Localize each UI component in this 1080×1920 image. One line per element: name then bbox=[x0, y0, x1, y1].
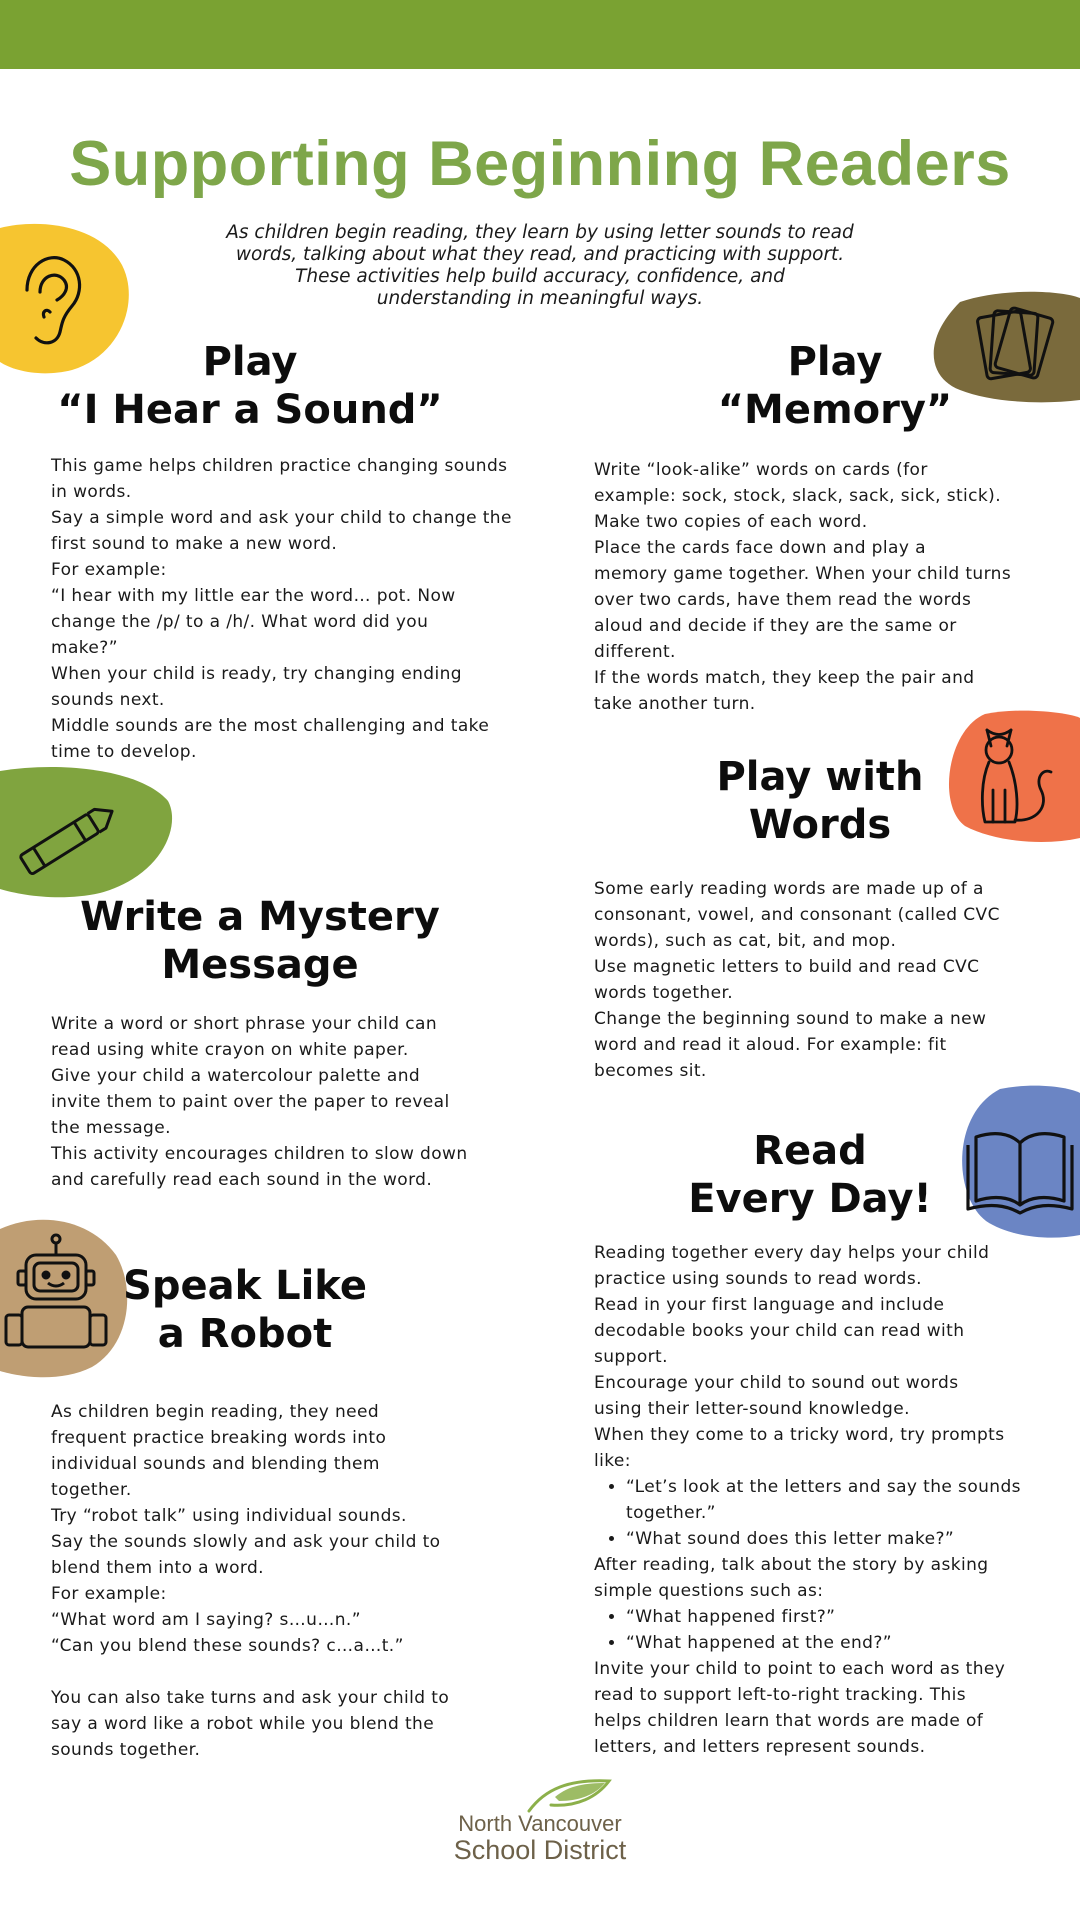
text-line: Reading together every day helps your child bbox=[594, 1243, 990, 1263]
text-line: together. bbox=[51, 1480, 132, 1500]
text-line: frequent practice breaking words into bbox=[51, 1428, 387, 1448]
text-line: over two cards, have them read the words bbox=[594, 590, 972, 610]
text-line: aloud and decide if they are the same or bbox=[594, 616, 957, 636]
intro-line: As children begin reading, they learn by using letter sounds to read bbox=[226, 222, 854, 243]
text-line: words together. bbox=[594, 983, 734, 1003]
text-line: read using white crayon on white paper. bbox=[51, 1040, 409, 1060]
text-line: sounds next. bbox=[51, 690, 165, 710]
heading-memory: Play “Memory” bbox=[717, 339, 953, 433]
text-line: simple questions such as: bbox=[594, 1581, 824, 1601]
intro-line: words, talking about what they read, and practicing with support. bbox=[235, 244, 845, 265]
text-line: This game helps children practice changing sounds bbox=[51, 456, 508, 476]
book-blob bbox=[950, 1085, 1080, 1240]
text-line: When they come to a tricky word, try prompts bbox=[594, 1425, 1005, 1445]
body-memory bbox=[594, 457, 1074, 717]
text-line: different. bbox=[594, 642, 676, 662]
text-line: practice using sounds to read words. bbox=[594, 1269, 922, 1289]
text-line: Say the sounds slowly and ask your child to bbox=[51, 1532, 441, 1552]
text-line: words), such as cat, bit, and mop. bbox=[594, 931, 897, 951]
text-line: using their letter-sound knowledge. bbox=[594, 1399, 910, 1419]
text-line: Some early reading words are made up of a bbox=[594, 879, 984, 899]
text-line: Use magnetic letters to build and read CVC bbox=[594, 957, 980, 977]
text-line: Write “look-alike” words on cards (for bbox=[594, 460, 928, 480]
text-line: If the words match, they keep the pair and bbox=[594, 668, 975, 688]
heading-mystery-message: Write a Mystery Message bbox=[80, 894, 440, 988]
heading-hear-sound: Play “I Hear a Sound” bbox=[57, 339, 443, 433]
text-line: blend them into a word. bbox=[51, 1558, 264, 1578]
text-line: take another turn. bbox=[594, 694, 756, 714]
cat-blob bbox=[945, 710, 1080, 845]
text-line: “Can you blend these sounds? c…a…t.” bbox=[51, 1636, 404, 1656]
body-read-every-day bbox=[594, 1240, 1074, 1760]
crayon-blob bbox=[0, 765, 175, 900]
text-line: letters, and letters represent sounds. bbox=[594, 1737, 926, 1757]
district-logo bbox=[430, 1775, 650, 1875]
logo-line-2: School District bbox=[453, 1835, 627, 1865]
text-line: consonant, vowel, and consonant (called CVC bbox=[594, 905, 1000, 925]
bullet-item: • “What happened at the end?” bbox=[626, 1630, 1074, 1656]
bullet-list bbox=[594, 1604, 1074, 1656]
text-line: the message. bbox=[51, 1118, 171, 1138]
heading-play-words: Play with Words bbox=[716, 754, 924, 848]
text-line: support. bbox=[594, 1347, 668, 1367]
text-line: After reading, talk about the story by asking bbox=[594, 1555, 989, 1575]
text-line: example: sock, stock, slack, sack, sick, stick). bbox=[594, 486, 1002, 506]
text-line: “I hear with my little ear the word… pot. Now bbox=[51, 586, 456, 606]
spacer bbox=[51, 1659, 551, 1685]
text-line: Try “robot talk” using individual sounds. bbox=[51, 1506, 407, 1526]
body-hear-sound bbox=[51, 453, 551, 765]
text-line: individual sounds and blending them bbox=[51, 1454, 380, 1474]
heading-speak-robot: Speak Like a Robot bbox=[123, 1263, 367, 1357]
text-line: invite them to paint over the paper to reveal bbox=[51, 1092, 450, 1112]
text-line: As children begin reading, they need bbox=[51, 1402, 380, 1422]
text-line: “What word am I saying? s…u…n.” bbox=[51, 1610, 361, 1630]
text-line: first sound to make a new word. bbox=[51, 534, 338, 554]
text-line: memory game together. When your child turns bbox=[594, 564, 1012, 584]
text-line: say a word like a robot while you blend the bbox=[51, 1714, 435, 1734]
text-line: Invite your child to point to each word as they bbox=[594, 1659, 1006, 1679]
text-line: change the /p/ to a /h/. What word did you bbox=[51, 612, 429, 632]
text-line: read to support left-to-right tracking. This bbox=[594, 1685, 967, 1705]
text-line: like: bbox=[594, 1451, 631, 1471]
bullet-item: • “What sound does this letter make?” bbox=[626, 1526, 1074, 1552]
logo-line-1: North Vancouver bbox=[458, 1811, 622, 1836]
text-line: in words. bbox=[51, 482, 132, 502]
text-line: helps children learn that words are made of bbox=[594, 1711, 984, 1731]
text-line: Give your child a watercolour palette and bbox=[51, 1066, 421, 1086]
text-line: word and read it aloud. For example: fit bbox=[594, 1035, 947, 1055]
heading-read-every-day: Read Every Day! bbox=[688, 1128, 932, 1222]
text-line: When your child is ready, try changing ending bbox=[51, 664, 462, 684]
bullet-item: • “What happened first?” bbox=[626, 1604, 1074, 1630]
body-speak-robot bbox=[51, 1399, 551, 1763]
page-title: Supporting Beginning Readers bbox=[69, 129, 1011, 199]
text-line: You can also take turns and ask your child to bbox=[51, 1688, 450, 1708]
text-line: Encourage your child to sound out words bbox=[594, 1373, 959, 1393]
text-line: Read in your first language and include bbox=[594, 1295, 945, 1315]
top-banner bbox=[0, 0, 1080, 69]
text-line: Change the beginning sound to make a new bbox=[594, 1009, 987, 1029]
text-line: Write a word or short phrase your child can bbox=[51, 1014, 438, 1034]
text-line: make?” bbox=[51, 638, 118, 658]
text-line: For example: bbox=[51, 1584, 167, 1604]
text-line: Say a simple word and ask your child to change the bbox=[51, 508, 512, 528]
leaf-icon bbox=[525, 1775, 615, 1815]
text-line: sounds together. bbox=[51, 1740, 201, 1760]
bullet-list bbox=[594, 1474, 1074, 1552]
body-play-words bbox=[594, 876, 1074, 1084]
text-line: and carefully read each sound in the word. bbox=[51, 1170, 433, 1190]
bullet-item: • “Let’s look at the letters and say the sounds together.” bbox=[626, 1474, 1074, 1526]
text-line: Make two copies of each word. bbox=[594, 512, 868, 532]
text-line: For example: bbox=[51, 560, 167, 580]
intro-line: understanding in meaningful ways. bbox=[376, 288, 704, 309]
body-mystery-message bbox=[51, 1011, 551, 1193]
text-line: time to develop. bbox=[51, 742, 197, 762]
intro-text bbox=[215, 222, 865, 310]
text-line: This activity encourages children to slow down bbox=[51, 1144, 468, 1164]
text-line: Place the cards face down and play a bbox=[594, 538, 926, 558]
intro-line: These activities help build accuracy, confidence, and bbox=[295, 266, 785, 287]
text-line: becomes sit. bbox=[594, 1061, 707, 1081]
text-line: Middle sounds are the most challenging and take bbox=[51, 716, 490, 736]
text-line: decodable books your child can read with bbox=[594, 1321, 965, 1341]
